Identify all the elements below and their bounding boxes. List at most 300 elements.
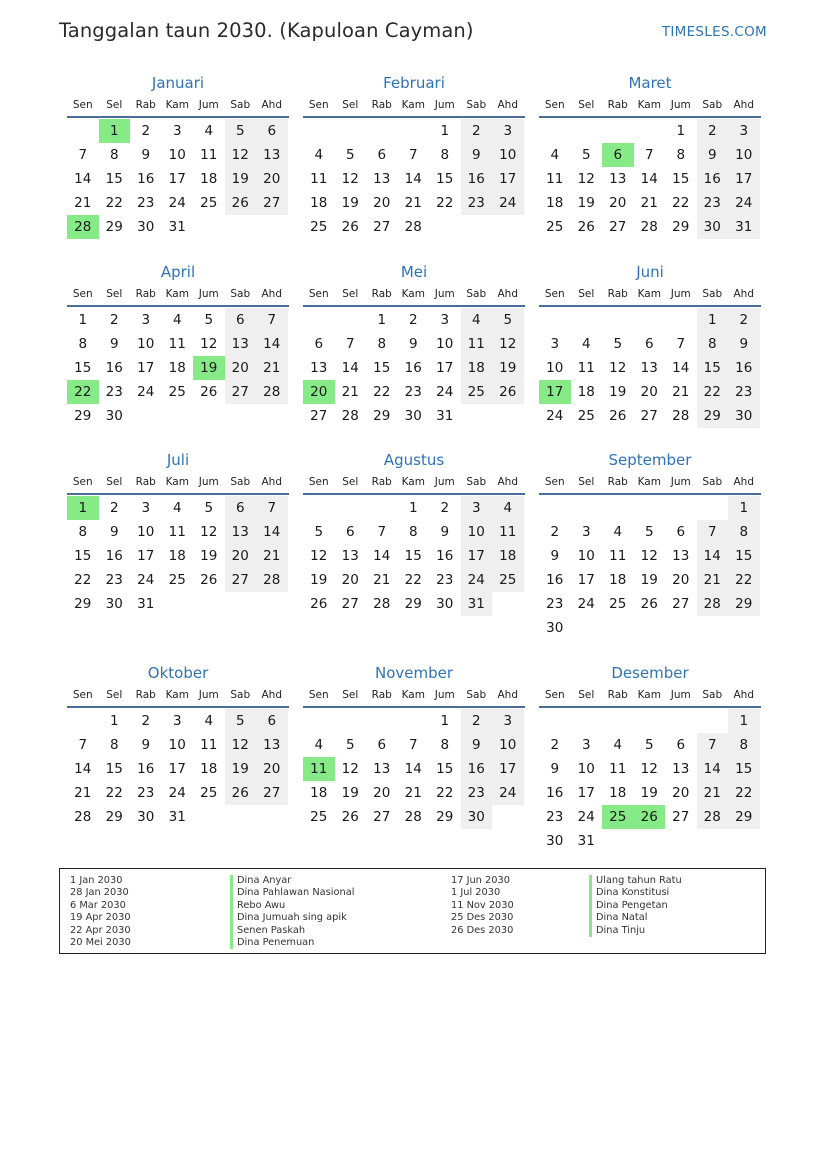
weekday-label: Sen (308, 288, 329, 300)
day-cell: 16 (461, 757, 493, 781)
weekday-label: Sel (578, 288, 595, 300)
day-cell: 27 (310, 408, 328, 424)
day-cell: 29 (74, 408, 92, 424)
day-cell: 4 (204, 123, 214, 139)
day-cell: 7 (644, 147, 654, 163)
day-cell: 13 (672, 548, 690, 564)
weekday-label: Ahd (261, 476, 282, 488)
legend-holiday-name: Dina Anyar (230, 875, 354, 887)
day-cell: 5 (613, 336, 623, 352)
day-cell: 26 (577, 219, 595, 235)
legend-dates-left (70, 875, 131, 949)
day-cell: 21 (640, 195, 658, 211)
empty-cell (697, 496, 729, 520)
day-cell: 3 (172, 713, 182, 729)
day-cell: 19 (640, 785, 658, 801)
month-name: Oktober (147, 664, 209, 682)
day-cell: 24 (546, 408, 564, 424)
day-cell: 12 (341, 171, 359, 187)
month-april (67, 261, 289, 428)
day-cell: 13 (256, 733, 288, 757)
weekday-label: Jum (434, 288, 455, 300)
weekday-label: Ahd (261, 288, 282, 300)
day-cell: 21 (373, 572, 391, 588)
day-cell: 27 (225, 568, 257, 592)
day-cell: 16 (105, 548, 123, 564)
day-cell: 15 (672, 171, 690, 187)
empty-cell (398, 119, 430, 143)
empty-cell (303, 496, 335, 520)
day-cell: 29 (404, 596, 422, 612)
day-cell: 24 (492, 781, 524, 805)
legend-date: 1 Jan 2030 (70, 875, 123, 886)
day-cell: 11 (492, 520, 524, 544)
day-cell: 8 (377, 336, 387, 352)
weekday-label: Kam (401, 476, 425, 488)
day-cell: 28 (404, 219, 422, 235)
holiday-day: 6 (602, 143, 634, 167)
day-cell: 11 (609, 761, 627, 777)
empty-cell (67, 709, 99, 733)
day-cell: 14 (341, 360, 359, 376)
day-cell: 3 (461, 496, 493, 520)
day-cell: 12 (640, 761, 658, 777)
weekday-header (303, 94, 525, 118)
page-title: Tanggalan taun 2030. (Kapuloan Cayman) (59, 19, 474, 42)
weekday-label: Sen (308, 99, 329, 111)
day-cell: 26 (200, 572, 218, 588)
day-cell: 18 (310, 785, 328, 801)
day-cell: 10 (436, 336, 454, 352)
day-cell: 29 (373, 408, 391, 424)
day-cell: 18 (168, 360, 186, 376)
weekday-label: Rab (607, 288, 628, 300)
day-cell: 29 (728, 592, 760, 616)
day-cell: 3 (492, 709, 524, 733)
weekday-header (303, 283, 525, 307)
day-cell: 5 (225, 119, 257, 143)
month-januari (67, 72, 289, 239)
weekday-label: Rab (371, 288, 392, 300)
day-cell: 5 (492, 308, 524, 332)
day-cell: 4 (314, 737, 324, 753)
legend-holiday-name: Dina Jumuah sing apik (230, 912, 354, 924)
day-cell: 23 (697, 191, 729, 215)
day-cell: 31 (728, 215, 760, 239)
weekday-label: Sel (106, 99, 123, 111)
day-cell: 6 (256, 119, 288, 143)
day-cell: 11 (200, 737, 218, 753)
weekday-label: Sel (342, 99, 359, 111)
day-cell: 20 (640, 384, 658, 400)
weekday-label: Jum (434, 689, 455, 701)
weekday-header (303, 684, 525, 708)
empty-cell (539, 496, 571, 520)
day-cell: 11 (200, 147, 218, 163)
day-cell: 20 (672, 785, 690, 801)
legend-date: 28 Jan 2030 (70, 887, 129, 899)
weekday-header (67, 283, 289, 307)
day-cell: 12 (341, 761, 359, 777)
day-cell: 22 (728, 781, 760, 805)
weekday-label: Sab (702, 99, 723, 111)
day-cell: 1 (78, 312, 88, 328)
holiday-day: 19 (193, 356, 225, 380)
day-cell: 19 (341, 195, 359, 211)
weekday-label: Sel (342, 476, 359, 488)
day-cell: 27 (373, 219, 391, 235)
day-cell: 18 (461, 356, 493, 380)
weekday-label: Sab (466, 288, 487, 300)
day-cell: 7 (377, 524, 387, 540)
day-cell: 4 (461, 308, 493, 332)
weekday-label: Kam (165, 476, 189, 488)
day-cell: 1 (697, 308, 729, 332)
day-cell: 16 (404, 360, 422, 376)
day-cell: 12 (200, 336, 218, 352)
day-cell: 21 (697, 781, 729, 805)
weekday-label: Kam (637, 689, 661, 701)
day-cell: 19 (492, 356, 524, 380)
empty-cell (602, 496, 634, 520)
day-cell: 20 (373, 195, 391, 211)
empty-cell (335, 119, 367, 143)
day-cell: 9 (440, 524, 450, 540)
weekday-label: Rab (371, 689, 392, 701)
legend-holiday-name: Dina Tinju (589, 925, 682, 937)
legend-names-right (589, 875, 682, 937)
day-cell: 9 (109, 524, 119, 540)
day-cell: 6 (676, 737, 686, 753)
day-cell: 27 (256, 191, 288, 215)
empty-cell (665, 496, 697, 520)
day-cell: 16 (546, 785, 564, 801)
weekday-label: Jum (198, 99, 219, 111)
day-cell: 5 (314, 524, 324, 540)
day-cell: 7 (78, 147, 88, 163)
day-cell: 29 (697, 404, 729, 428)
empty-cell (398, 709, 430, 733)
day-cell: 13 (310, 360, 328, 376)
day-cell: 30 (105, 596, 123, 612)
day-cell: 17 (492, 167, 524, 191)
day-cell: 17 (461, 544, 493, 568)
day-cell: 19 (225, 757, 257, 781)
weekday-label: Ahd (497, 99, 518, 111)
day-cell: 12 (609, 360, 627, 376)
weekday-label: Sen (544, 288, 565, 300)
weekday-label: Sab (230, 99, 251, 111)
month-name: Februari (383, 74, 445, 92)
month-juni (539, 261, 761, 428)
day-cell: 5 (644, 524, 654, 540)
day-cell: 8 (440, 737, 450, 753)
empty-cell (366, 496, 398, 520)
empty-cell (539, 308, 571, 332)
weekday-label: Sab (702, 689, 723, 701)
day-cell: 10 (577, 548, 595, 564)
day-cell: 2 (550, 737, 560, 753)
weekday-label: Ahd (261, 99, 282, 111)
day-cell: 1 (109, 713, 119, 729)
day-cell: 5 (204, 500, 214, 516)
day-cell: 16 (546, 572, 564, 588)
day-cell: 27 (373, 809, 391, 825)
day-cell: 14 (256, 520, 288, 544)
empty-cell (571, 308, 603, 332)
day-cell: 11 (310, 171, 328, 187)
day-cell: 27 (256, 781, 288, 805)
day-cell: 24 (168, 195, 186, 211)
weekday-label: Sel (106, 288, 123, 300)
day-cell: 1 (728, 709, 760, 733)
holiday-day: 25 (602, 805, 634, 829)
day-cell: 8 (440, 147, 450, 163)
day-cell: 28 (256, 568, 288, 592)
day-cell: 9 (141, 147, 151, 163)
holiday-day: 17 (539, 380, 571, 404)
day-cell: 2 (461, 119, 493, 143)
day-cell: 9 (697, 143, 729, 167)
day-cell: 8 (728, 733, 760, 757)
site-link[interactable]: TIMESLES.COM (661, 24, 767, 40)
day-cell: 29 (105, 219, 123, 235)
day-cell: 4 (613, 737, 623, 753)
day-cell: 28 (74, 809, 92, 825)
day-cell: 14 (74, 171, 92, 187)
day-cell: 26 (609, 408, 627, 424)
weekday-header (539, 283, 761, 307)
day-cell: 13 (225, 332, 257, 356)
day-cell: 30 (436, 596, 454, 612)
empty-cell (602, 119, 634, 143)
empty-cell (335, 496, 367, 520)
day-cell: 10 (461, 520, 493, 544)
day-cell: 24 (168, 785, 186, 801)
day-cell: 21 (74, 195, 92, 211)
day-cell: 7 (256, 496, 288, 520)
day-cell: 21 (256, 356, 288, 380)
day-cell: 31 (436, 408, 454, 424)
day-cell: 23 (105, 572, 123, 588)
empty-cell (539, 119, 571, 143)
day-grid (539, 496, 761, 640)
day-cell: 10 (546, 360, 564, 376)
day-cell: 22 (373, 384, 391, 400)
day-cell: 24 (137, 572, 155, 588)
month-name: September (608, 451, 692, 469)
weekday-header (303, 471, 525, 495)
day-cell: 26 (341, 219, 359, 235)
day-cell: 20 (341, 572, 359, 588)
day-cell: 8 (109, 147, 119, 163)
weekday-label: Ahd (733, 476, 754, 488)
day-cell: 19 (640, 572, 658, 588)
day-cell: 16 (137, 761, 155, 777)
weekday-label: Ahd (497, 689, 518, 701)
day-cell: 14 (697, 757, 729, 781)
weekday-label: Kam (637, 99, 661, 111)
weekday-label: Sab (230, 689, 251, 701)
day-cell: 9 (461, 143, 493, 167)
day-cell: 10 (168, 737, 186, 753)
legend-date: 20 Mei 2030 (70, 936, 131, 948)
day-cell: 28 (672, 408, 690, 424)
day-cell: 31 (577, 833, 595, 849)
day-cell: 9 (109, 336, 119, 352)
day-cell: 31 (168, 219, 186, 235)
day-cell: 16 (461, 167, 493, 191)
day-cell: 2 (141, 123, 151, 139)
day-grid (67, 709, 289, 829)
day-cell: 25 (168, 384, 186, 400)
legend-holiday-name: Dina Penemuan (230, 937, 354, 949)
day-grid (539, 119, 761, 239)
empty-cell (303, 308, 335, 332)
day-cell: 7 (676, 336, 686, 352)
day-cell: 1 (676, 123, 686, 139)
day-cell: 1 (728, 496, 760, 520)
weekday-label: Jum (434, 99, 455, 111)
day-cell: 30 (546, 833, 564, 849)
weekday-header (67, 684, 289, 708)
weekday-label: Sel (578, 689, 595, 701)
day-cell: 13 (373, 761, 391, 777)
weekday-label: Ahd (733, 689, 754, 701)
day-cell: 23 (404, 384, 422, 400)
day-cell: 9 (728, 332, 760, 356)
day-cell: 11 (609, 548, 627, 564)
day-cell: 15 (728, 757, 760, 781)
weekday-label: Sel (342, 288, 359, 300)
day-cell: 22 (697, 380, 729, 404)
day-cell: 27 (672, 596, 690, 612)
day-cell: 6 (377, 147, 387, 163)
day-cell: 18 (168, 548, 186, 564)
day-cell: 10 (492, 733, 524, 757)
day-cell: 11 (546, 171, 564, 187)
weekday-header (539, 684, 761, 708)
weekday-label: Jum (198, 288, 219, 300)
day-cell: 3 (492, 119, 524, 143)
day-cell: 1 (440, 123, 450, 139)
empty-cell (571, 119, 603, 143)
day-cell: 26 (310, 596, 328, 612)
day-cell: 27 (609, 219, 627, 235)
day-cell: 9 (550, 761, 560, 777)
empty-cell (335, 308, 367, 332)
day-cell: 20 (672, 572, 690, 588)
day-cell: 22 (105, 195, 123, 211)
day-cell: 23 (137, 195, 155, 211)
weekday-label: Sen (72, 99, 93, 111)
day-cell: 21 (404, 785, 422, 801)
month-november (303, 662, 525, 829)
day-cell: 4 (204, 713, 214, 729)
day-cell: 21 (74, 785, 92, 801)
day-cell: 15 (74, 360, 92, 376)
day-cell: 14 (74, 761, 92, 777)
weekday-label: Sen (544, 689, 565, 701)
day-cell: 23 (436, 572, 454, 588)
empty-cell (335, 709, 367, 733)
day-cell: 20 (225, 544, 257, 568)
weekday-label: Kam (165, 288, 189, 300)
day-grid (303, 119, 525, 239)
day-cell: 23 (105, 384, 123, 400)
day-cell: 8 (676, 147, 686, 163)
day-cell: 15 (373, 360, 391, 376)
day-cell: 28 (341, 408, 359, 424)
day-cell: 22 (436, 195, 454, 211)
day-cell: 6 (225, 308, 257, 332)
day-cell: 19 (341, 785, 359, 801)
day-cell: 30 (546, 620, 564, 636)
day-cell: 4 (172, 500, 182, 516)
day-grid (303, 496, 525, 616)
legend-date: 26 Des 2030 (451, 924, 514, 936)
weekday-label: Rab (607, 476, 628, 488)
day-cell: 16 (697, 167, 729, 191)
day-cell: 17 (168, 761, 186, 777)
day-cell: 6 (676, 524, 686, 540)
day-cell: 21 (672, 384, 690, 400)
day-cell: 9 (550, 548, 560, 564)
day-cell: 18 (200, 171, 218, 187)
day-cell: 8 (78, 336, 88, 352)
legend-holiday-name: Rebo Awu (230, 900, 354, 912)
month-name: Agustus (383, 451, 445, 469)
month-name: April (160, 263, 196, 281)
day-cell: 25 (200, 785, 218, 801)
day-cell: 13 (373, 171, 391, 187)
day-cell: 21 (697, 568, 729, 592)
day-cell: 27 (672, 809, 690, 825)
day-cell: 26 (225, 781, 257, 805)
day-cell: 24 (492, 191, 524, 215)
weekday-label: Sen (308, 689, 329, 701)
day-cell: 26 (492, 380, 524, 404)
day-cell: 26 (200, 384, 218, 400)
day-cell: 10 (168, 147, 186, 163)
day-cell: 4 (581, 336, 591, 352)
day-cell: 12 (200, 524, 218, 540)
weekday-header (539, 94, 761, 118)
day-cell: 17 (577, 785, 595, 801)
day-cell: 7 (408, 147, 418, 163)
day-cell: 1 (408, 500, 418, 516)
day-cell: 19 (310, 572, 328, 588)
day-cell: 15 (105, 171, 123, 187)
day-cell: 5 (644, 737, 654, 753)
day-cell: 12 (577, 171, 595, 187)
weekday-label: Sel (106, 689, 123, 701)
weekday-label: Jum (434, 476, 455, 488)
day-cell: 15 (105, 761, 123, 777)
day-cell: 16 (728, 356, 760, 380)
day-cell: 19 (225, 167, 257, 191)
day-cell: 14 (404, 761, 422, 777)
day-cell: 28 (640, 219, 658, 235)
weekday-label: Ahd (497, 288, 518, 300)
legend-date: 22 Apr 2030 (70, 924, 131, 936)
day-cell: 25 (310, 809, 328, 825)
day-grid (539, 308, 761, 428)
day-cell: 17 (436, 360, 454, 376)
day-cell: 6 (345, 524, 355, 540)
day-cell: 10 (728, 143, 760, 167)
weekday-label: Rab (371, 99, 392, 111)
